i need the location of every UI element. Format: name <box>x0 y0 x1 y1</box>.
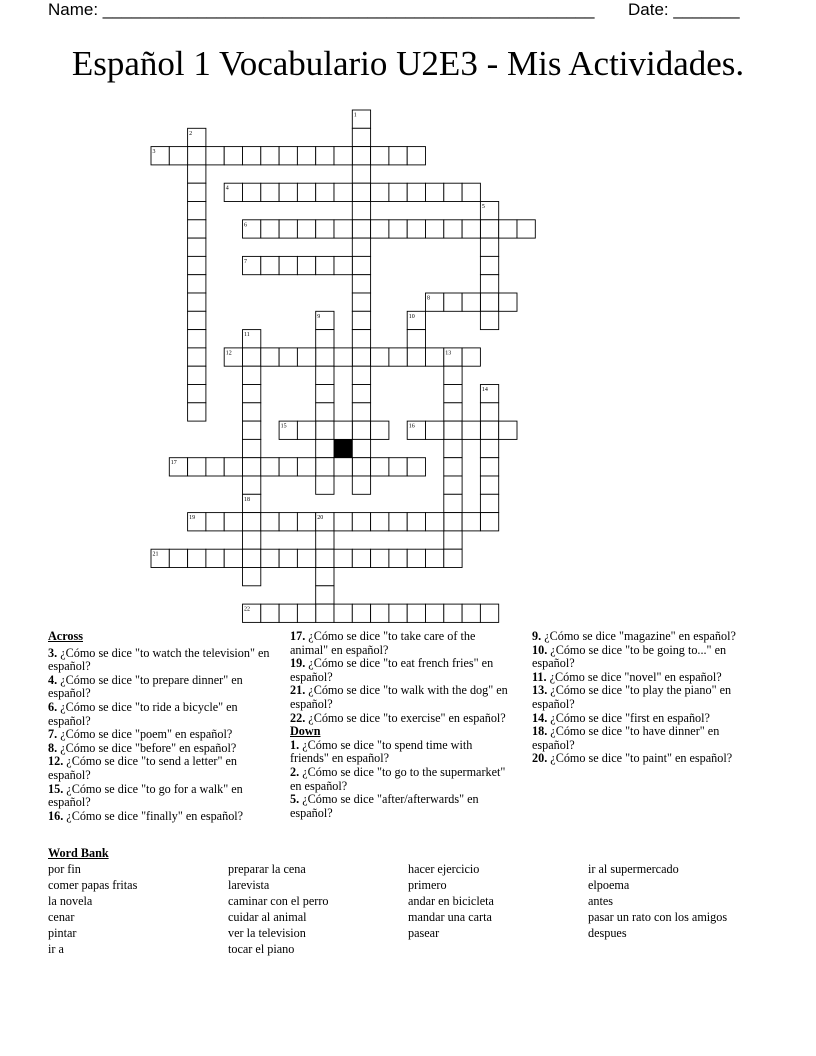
grid-cell[interactable] <box>407 348 425 366</box>
grid-cell[interactable] <box>316 385 334 403</box>
grid-cell[interactable] <box>279 147 297 165</box>
grid-cell[interactable] <box>188 549 206 567</box>
grid-cell[interactable] <box>316 256 334 274</box>
grid-cell[interactable] <box>188 385 206 403</box>
word-bank-item: pasear <box>408 926 440 940</box>
grid-cell[interactable] <box>316 531 334 549</box>
grid-cell[interactable] <box>426 183 444 201</box>
clue-across-19: 19. ¿Cómo se dice "to eat french fries" en español? <box>290 656 494 684</box>
grid-cell[interactable] <box>352 385 370 403</box>
clue-number-14: 14 <box>481 387 488 393</box>
grid-cell[interactable] <box>480 238 498 256</box>
clue-across-16: 16. ¿Cómo se dice "finally" en español? <box>48 808 244 823</box>
name-field-label[interactable]: Name: ____________________________________________________ <box>48 0 595 19</box>
grid-cell[interactable] <box>499 220 517 238</box>
grid-cell[interactable] <box>389 549 407 567</box>
grid-cell[interactable] <box>334 458 352 476</box>
across-list-a <box>48 647 274 824</box>
grid-cell[interactable] <box>352 275 370 293</box>
clue-number-18: 18 <box>244 496 250 503</box>
grid-cell[interactable] <box>297 183 315 201</box>
grid-cell[interactable] <box>462 183 480 201</box>
grid-cell[interactable] <box>169 549 187 567</box>
clue-number-9: 9 <box>317 313 321 320</box>
word-bank-item: preparar la cena <box>228 862 306 876</box>
grid-cell[interactable] <box>316 568 334 586</box>
word-bank-item: pasar un rato con los amigos <box>588 910 728 924</box>
grid-cell[interactable] <box>371 147 389 165</box>
clue-across-7: 7. ¿Cómo se dice "poem" en español? <box>48 727 233 742</box>
grid-cell[interactable] <box>389 147 407 165</box>
grid-cell[interactable] <box>188 311 206 329</box>
grid-cell[interactable] <box>462 513 480 531</box>
grid-cell[interactable] <box>188 165 206 183</box>
clue-number-13: 13 <box>445 350 452 357</box>
grid-cell[interactable] <box>279 458 297 476</box>
down-clues-col3 <box>532 630 764 766</box>
grid-cell[interactable] <box>316 330 334 348</box>
grid-cell[interactable] <box>261 220 279 238</box>
grid-cell[interactable] <box>316 183 334 201</box>
grid-cell[interactable] <box>426 513 444 531</box>
grid-cell[interactable] <box>334 220 352 238</box>
grid-cell[interactable] <box>407 183 425 201</box>
grid-cell[interactable] <box>243 385 261 403</box>
grid-cell[interactable] <box>316 147 334 165</box>
grid-cell[interactable] <box>444 531 462 549</box>
across-clues-col1 <box>48 630 274 823</box>
word-bank-col2 <box>228 861 329 957</box>
grid-cell[interactable] <box>279 604 297 622</box>
grid-cell[interactable] <box>444 385 462 403</box>
grid-cell[interactable] <box>297 348 315 366</box>
clue-across-22: 22. ¿Cómo se dice "to exercise" en español? <box>290 710 506 725</box>
grid-cell[interactable] <box>297 458 315 476</box>
grid-cell[interactable] <box>517 220 535 238</box>
grid-cell[interactable] <box>206 549 224 567</box>
grid-cell[interactable] <box>352 165 370 183</box>
grid-cell[interactable] <box>188 183 206 201</box>
word-bank-item: ir a <box>48 942 64 956</box>
clue-down-1: 1. ¿Cómo se dice "to spend time with friends" en español? <box>290 737 473 766</box>
grid-cell[interactable] <box>206 458 224 476</box>
grid-cell[interactable] <box>407 549 425 567</box>
word-bank-item: pintar <box>48 926 77 940</box>
word-bank-item: ver la television <box>228 926 306 940</box>
grid-cell[interactable] <box>480 293 498 311</box>
grid-cell[interactable] <box>279 220 297 238</box>
grid-cell[interactable] <box>169 147 187 165</box>
grid-cell[interactable] <box>499 421 517 439</box>
grid-cell[interactable] <box>188 147 206 165</box>
word-bank-item: por fin <box>48 862 81 876</box>
clue-number-15: 15 <box>280 423 287 430</box>
grid-cell[interactable] <box>261 147 279 165</box>
grid-cell[interactable] <box>444 458 462 476</box>
grid-cell[interactable] <box>352 513 370 531</box>
grid-cell[interactable] <box>188 366 206 384</box>
word-bank-item: ir al supermercado <box>588 862 679 876</box>
grid-cell[interactable] <box>297 256 315 274</box>
grid-cell[interactable] <box>352 421 370 439</box>
grid-cell[interactable] <box>352 183 370 201</box>
grid-cell[interactable] <box>407 147 425 165</box>
grid-cell[interactable] <box>352 238 370 256</box>
grid-cell[interactable] <box>316 403 334 421</box>
grid-cell[interactable] <box>389 348 407 366</box>
grid-cell[interactable] <box>261 183 279 201</box>
clue-number-8: 8 <box>427 295 430 302</box>
grid-cell[interactable] <box>462 604 480 622</box>
grid-cell[interactable] <box>444 439 462 457</box>
clue-down-2: 2. ¿Cómo se dice "to go to the supermarket" en español? <box>290 764 506 793</box>
grid-cell[interactable] <box>297 549 315 567</box>
grid-cell[interactable] <box>206 513 224 531</box>
page-title: Español 1 Vocabulario U2E3 - Mis Actividades. <box>71 44 745 83</box>
clue-number-22: 22 <box>244 606 250 613</box>
clue-number-16: 16 <box>408 423 415 430</box>
grid-cell[interactable] <box>480 476 498 494</box>
grid-cell[interactable] <box>371 348 389 366</box>
grid-cell[interactable] <box>188 293 206 311</box>
grid-cell[interactable] <box>316 549 334 567</box>
grid-cell[interactable] <box>462 293 480 311</box>
clue-across-8: 8. ¿Cómo se dice "before" en español? <box>48 740 237 755</box>
grid-cell[interactable] <box>261 549 279 567</box>
grid-cell[interactable] <box>316 421 334 439</box>
grid-cell[interactable] <box>352 439 370 457</box>
grid-cell[interactable] <box>352 311 370 329</box>
grid-cell[interactable] <box>352 293 370 311</box>
grid-cell[interactable] <box>389 604 407 622</box>
grid-cell[interactable] <box>224 513 242 531</box>
grid-cell[interactable] <box>243 403 261 421</box>
grid-cell[interactable] <box>188 403 206 421</box>
clue-down-14: 14. ¿Cómo se dice "first en español? <box>532 710 710 725</box>
grid-cell[interactable] <box>188 202 206 220</box>
grid-cell[interactable] <box>444 403 462 421</box>
clue-across-12: 12. ¿Cómo se dice "to send a letter" en español? <box>48 754 237 782</box>
grid-cell[interactable] <box>316 476 334 494</box>
grid-cell[interactable] <box>426 220 444 238</box>
grid-cell[interactable] <box>316 220 334 238</box>
grid-cell[interactable] <box>444 293 462 311</box>
clues-col2 <box>290 630 512 820</box>
clue-across-4: 4. ¿Cómo se dice "to prepare dinner" en español? <box>48 672 243 701</box>
clue-number-10: 10 <box>408 313 415 320</box>
grid-cell[interactable] <box>224 147 242 165</box>
word-bank-item: comer papas fritas <box>48 878 138 892</box>
word-bank-col4 <box>588 861 727 941</box>
grid-cell[interactable] <box>279 256 297 274</box>
grid-cell[interactable] <box>334 256 352 274</box>
down-heading: Down <box>290 724 321 739</box>
grid-cell[interactable] <box>480 458 498 476</box>
grid-cell[interactable] <box>407 330 425 348</box>
grid-cell[interactable] <box>352 366 370 384</box>
grid-cell[interactable] <box>188 256 206 274</box>
clue-across-3: 3. ¿Cómo se dice "to watch the television" en español? <box>48 645 270 674</box>
grid-cell[interactable] <box>243 549 261 567</box>
clue-number-12: 12 <box>225 350 232 357</box>
grid-cell[interactable] <box>243 476 261 494</box>
grid-cell[interactable] <box>243 513 261 531</box>
grid-cell[interactable] <box>316 586 334 604</box>
grid-cell[interactable] <box>352 403 370 421</box>
black-square <box>334 439 352 457</box>
grid-cell[interactable] <box>426 549 444 567</box>
grid-cell[interactable] <box>261 256 279 274</box>
grid-cell[interactable] <box>352 128 370 146</box>
word-bank-item: antes <box>588 894 614 908</box>
grid-cell[interactable] <box>243 531 261 549</box>
grid-cell[interactable] <box>243 147 261 165</box>
grid-cell[interactable] <box>297 220 315 238</box>
grid-cell[interactable] <box>352 202 370 220</box>
word-bank-col1 <box>48 861 137 957</box>
clue-number-19: 19 <box>189 515 196 522</box>
grid-cell[interactable] <box>243 183 261 201</box>
grid-cell[interactable] <box>480 311 498 329</box>
clue-number-7: 7 <box>244 258 247 265</box>
grid-cell[interactable] <box>480 421 498 439</box>
grid-cell[interactable] <box>371 549 389 567</box>
grid-cell[interactable] <box>188 330 206 348</box>
grid-cell[interactable] <box>279 348 297 366</box>
clue-number-1: 1 <box>353 112 357 119</box>
grid-cell[interactable] <box>480 439 498 457</box>
word-bank-item: primero <box>408 878 447 892</box>
grid-cell[interactable] <box>407 604 425 622</box>
grid-cell[interactable] <box>352 348 370 366</box>
word-bank-item: elpoema <box>588 878 630 892</box>
grid-cell[interactable] <box>243 421 261 439</box>
clue-number-11: 11 <box>244 332 250 339</box>
grid-cell[interactable] <box>243 458 261 476</box>
grid-cell[interactable] <box>444 549 462 567</box>
word-bank-item: caminar con el perro <box>228 894 329 908</box>
word-bank-item: cenar <box>48 910 75 924</box>
grid-cell[interactable] <box>371 513 389 531</box>
clue-down-5: 5. ¿Cómo se dice "after/afterwards" en español? <box>290 792 479 820</box>
clue-number-6: 6 <box>244 222 247 229</box>
clue-across-6: 6. ¿Cómo se dice "to ride a bicycle" en español? <box>48 699 238 728</box>
grid-cell[interactable] <box>334 183 352 201</box>
grid-cell[interactable] <box>243 348 261 366</box>
clue-number-17: 17 <box>170 460 177 467</box>
grid-cell[interactable] <box>243 439 261 457</box>
grid-cell[interactable] <box>371 421 389 439</box>
word-bank-item: larevista <box>228 878 270 892</box>
grid-cell[interactable] <box>352 220 370 238</box>
grid-cell[interactable] <box>261 513 279 531</box>
grid-cell[interactable] <box>279 183 297 201</box>
grid-cell[interactable] <box>261 604 279 622</box>
grid-cell[interactable] <box>480 275 498 293</box>
grid-cell[interactable] <box>444 494 462 512</box>
clue-down-9: 9. ¿Cómo se dice "magazine" en español? <box>532 629 736 643</box>
grid-cell[interactable] <box>297 604 315 622</box>
grid-cell[interactable] <box>279 513 297 531</box>
across-heading: Across <box>48 629 83 643</box>
grid-cell[interactable] <box>407 513 425 531</box>
grid-cell[interactable] <box>389 458 407 476</box>
grid-cell[interactable] <box>352 147 370 165</box>
grid-cell[interactable] <box>352 256 370 274</box>
clue-down-10: 10. ¿Cómo se dice "to be going to..." en español? <box>532 642 727 671</box>
grid-cell[interactable] <box>334 604 352 622</box>
grid-cell[interactable] <box>334 348 352 366</box>
grid-cell[interactable] <box>316 348 334 366</box>
grid-cell[interactable] <box>462 348 480 366</box>
clue-number-4: 4 <box>225 185 229 192</box>
grid-cell[interactable] <box>188 348 206 366</box>
grid-cell[interactable] <box>462 220 480 238</box>
grid-cell[interactable] <box>352 330 370 348</box>
grid-cell[interactable] <box>444 604 462 622</box>
clue-down-13: 13. ¿Cómo se dice "to play the piano" en español? <box>532 683 732 711</box>
grid-cell[interactable] <box>224 549 242 567</box>
word-bank-item: la novela <box>48 894 93 908</box>
word-bank-item: tocar el piano <box>228 942 295 956</box>
grid-cell[interactable] <box>426 604 444 622</box>
grid-cell[interactable] <box>334 513 352 531</box>
word-bank-item: mandar una carta <box>408 910 492 924</box>
grid-cell[interactable] <box>480 256 498 274</box>
grid-cell[interactable] <box>297 421 315 439</box>
clue-number-21: 21 <box>152 551 159 558</box>
grid-cell[interactable] <box>188 238 206 256</box>
clue-across-15: 15. ¿Cómo se dice "to go for a walk" en español? <box>48 781 243 810</box>
grid-cell[interactable] <box>188 458 206 476</box>
grid-cell[interactable] <box>407 458 425 476</box>
grid-cell[interactable] <box>444 183 462 201</box>
grid-cell[interactable] <box>407 220 425 238</box>
word-bank-item: andar en bicicleta <box>408 894 494 908</box>
grid-cell[interactable] <box>444 220 462 238</box>
grid-cell[interactable] <box>316 439 334 457</box>
grid-cell[interactable] <box>371 604 389 622</box>
word-bank-heading: Word Bank <box>48 846 109 860</box>
grid-cell[interactable] <box>188 220 206 238</box>
grid-cell[interactable] <box>444 421 462 439</box>
grid-cell[interactable] <box>480 494 498 512</box>
grid-cell[interactable] <box>261 458 279 476</box>
clue-number-20: 20 <box>317 515 324 522</box>
grid-cell[interactable] <box>371 458 389 476</box>
grid-cell[interactable] <box>389 220 407 238</box>
clue-number-2: 2 <box>189 130 193 137</box>
grid-cell[interactable] <box>352 549 370 567</box>
grid-cell[interactable] <box>279 549 297 567</box>
grid-cell[interactable] <box>188 275 206 293</box>
grid-cell[interactable] <box>426 421 444 439</box>
grid-cell[interactable] <box>206 147 224 165</box>
clue-down-20: 20. ¿Cómo se dice "to paint" en español? <box>532 751 733 766</box>
grid-cell[interactable] <box>334 147 352 165</box>
grid-cell[interactable] <box>352 604 370 622</box>
grid-cell[interactable] <box>444 513 462 531</box>
grid-cell[interactable] <box>371 220 389 238</box>
clue-across-17: 17. ¿Cómo se dice "to take care of the animal" en español? <box>290 629 476 657</box>
grid-cell[interactable] <box>444 366 462 384</box>
clue-number-5: 5 <box>481 204 485 210</box>
grid-cell[interactable] <box>462 421 480 439</box>
word-bank-col3 <box>408 861 494 941</box>
grid-cell[interactable] <box>389 513 407 531</box>
clue-down-11: 11. ¿Cómo se dice "novel" en español? <box>532 669 722 684</box>
grid-cell[interactable] <box>297 147 315 165</box>
clue-down-18: 18. ¿Cómo se dice "to have dinner" en español? <box>532 724 720 752</box>
grid-cell[interactable] <box>480 513 498 531</box>
grid-cell[interactable] <box>389 183 407 201</box>
grid-cell[interactable] <box>297 513 315 531</box>
date-field-label[interactable]: Date: _______ <box>628 0 740 19</box>
grid-cell[interactable] <box>316 458 334 476</box>
grid-cell[interactable] <box>371 183 389 201</box>
grid-cell[interactable] <box>316 604 334 622</box>
word-bank-item: cuidar al animal <box>228 910 307 924</box>
word-bank-item: hacer ejercicio <box>408 862 480 876</box>
grid-cell[interactable] <box>444 476 462 494</box>
grid-cell[interactable] <box>499 293 517 311</box>
clue-across-21: 21. ¿Cómo se dice "to walk with the dog" en español? <box>290 683 508 711</box>
grid-cell[interactable] <box>224 458 242 476</box>
grid-cell[interactable] <box>352 476 370 494</box>
grid-cell[interactable] <box>480 220 498 238</box>
clue-number-3: 3 <box>152 149 156 156</box>
grid-cell[interactable] <box>316 366 334 384</box>
word-bank-item: despues <box>588 926 627 940</box>
grid-cell[interactable] <box>352 458 370 476</box>
grid-cell[interactable] <box>426 348 444 366</box>
grid-cell[interactable] <box>334 421 352 439</box>
grid-cell[interactable] <box>243 366 261 384</box>
grid-cell[interactable] <box>261 348 279 366</box>
grid-cell[interactable] <box>243 568 261 586</box>
grid-cell[interactable] <box>334 549 352 567</box>
grid-cell[interactable] <box>480 604 498 622</box>
grid-cell[interactable] <box>480 403 498 421</box>
